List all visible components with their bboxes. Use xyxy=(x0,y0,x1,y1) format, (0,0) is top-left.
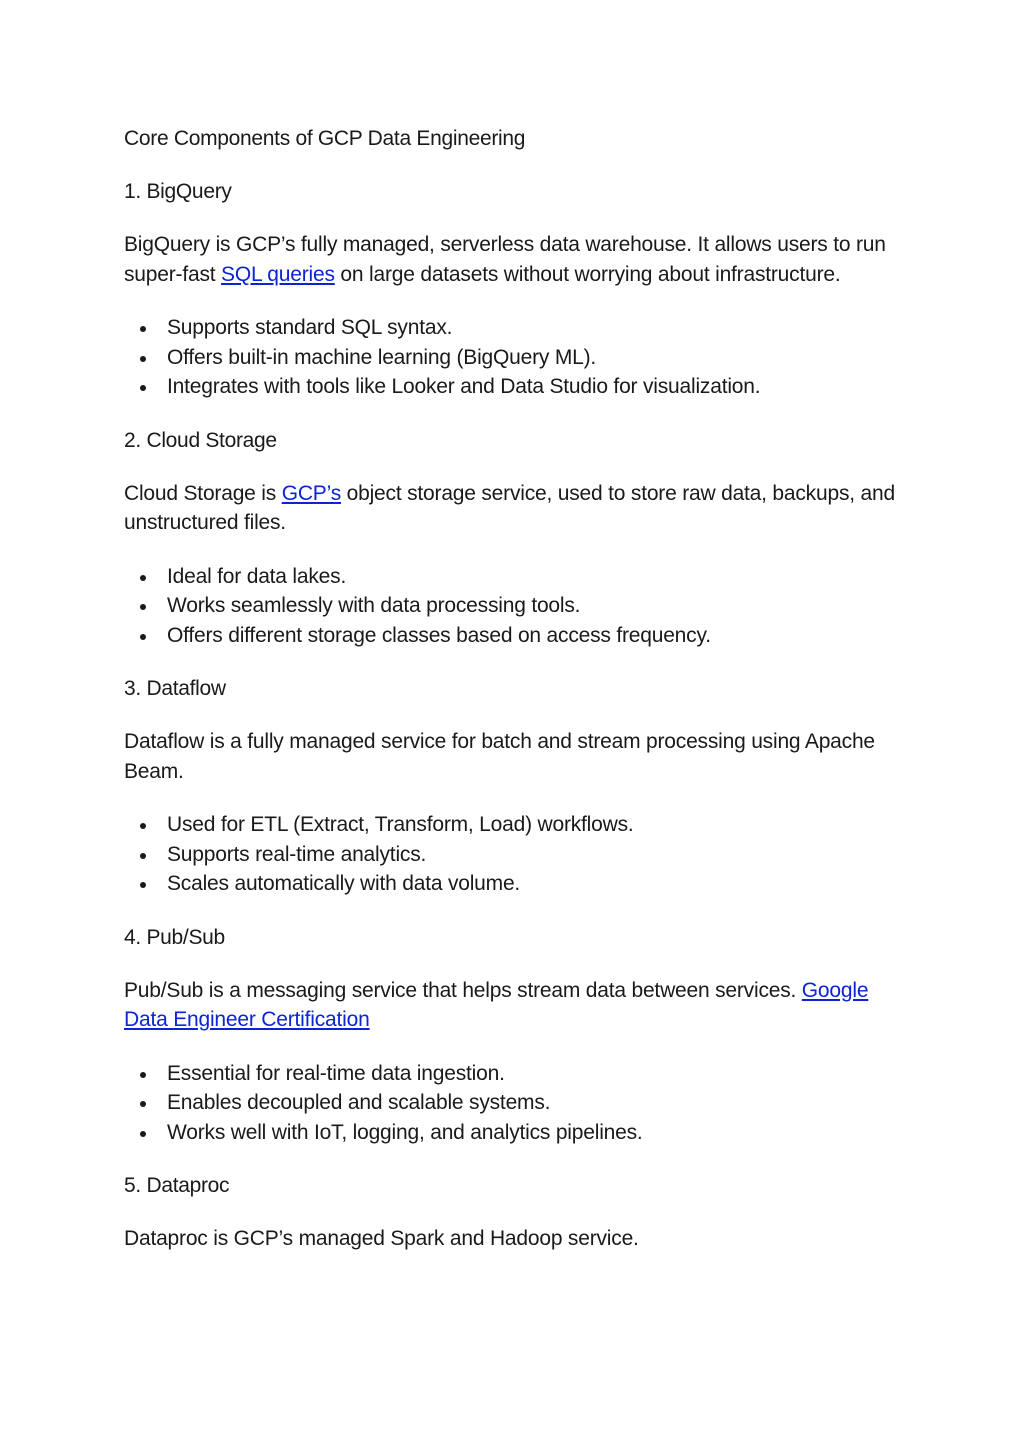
section-paragraph xyxy=(124,976,914,1035)
paragraph-text: object storage service, used to store raw data, backups, and unstructured files. xyxy=(124,481,895,534)
bullet-list xyxy=(124,810,914,899)
google-data-engineer-certification-link[interactable]: Google Data Engineer Certification xyxy=(124,978,869,1031)
section-cloud-storage xyxy=(124,426,914,651)
section-dataproc xyxy=(124,1171,914,1254)
section-heading: 2. Cloud Storage xyxy=(124,428,277,452)
bullet-icon xyxy=(140,634,146,640)
bullet-icon xyxy=(140,356,146,362)
section-pubsub xyxy=(124,923,914,1148)
list-item xyxy=(124,313,914,343)
section-paragraph xyxy=(124,230,914,289)
list-item-text: Supports standard SQL syntax. xyxy=(167,316,453,339)
list-item xyxy=(124,810,914,840)
paragraph-text: on large datasets without worrying about infrastructure. xyxy=(334,262,841,286)
document-page xyxy=(124,124,914,1278)
list-item-text: Enables decoupled and scalable systems. xyxy=(167,1091,551,1114)
document-title: Core Components of GCP Data Engineering xyxy=(124,127,526,150)
section-heading: 5. Dataproc xyxy=(124,1174,230,1197)
bullet-list xyxy=(124,1059,914,1148)
section-paragraph: Dataproc is GCP’s managed Spark and Hadoop service. xyxy=(124,1227,639,1250)
paragraph-text: BigQuery is GCP’s fully managed, serverless data warehouse. It allows users to run super-fast xyxy=(124,233,886,286)
list-item xyxy=(124,840,914,870)
paragraph-text: Pub/Sub is a messaging service that helps stream data between services. xyxy=(124,978,802,1002)
list-item-text: Scales automatically with data volume. xyxy=(167,872,521,895)
list-item xyxy=(124,372,914,402)
bullet-icon xyxy=(140,882,146,888)
section-heading: 1. BigQuery xyxy=(124,180,232,203)
bullet-icon xyxy=(140,575,146,581)
list-item xyxy=(124,562,914,592)
list-item-text: Offers different storage classes based on access frequency. xyxy=(167,623,711,647)
gcps-link[interactable]: GCP’s xyxy=(281,481,341,505)
section-heading: 3. Dataflow xyxy=(124,677,226,700)
list-item-text: Ideal for data lakes. xyxy=(167,564,347,588)
bullet-list xyxy=(124,562,914,651)
section-bigquery xyxy=(124,177,914,402)
section-heading: 4. Pub/Sub xyxy=(124,925,225,949)
bullet-icon xyxy=(140,604,146,610)
bullet-icon xyxy=(140,1101,146,1107)
bullet-icon xyxy=(140,1131,146,1137)
section-paragraph xyxy=(124,479,914,538)
sql-queries-link[interactable]: SQL queries xyxy=(221,262,335,286)
bullet-icon xyxy=(140,326,146,332)
list-item-text: Integrates with tools like Looker and Data Studio for visualization. xyxy=(167,375,761,398)
list-item xyxy=(124,591,914,621)
bullet-icon xyxy=(140,823,146,829)
section-paragraph: Dataflow is a fully managed service for batch and stream processing using Apache Beam. xyxy=(124,730,875,783)
list-item-text: Essential for real-time data ingestion. xyxy=(167,1061,505,1085)
list-item xyxy=(124,869,914,899)
bullet-icon xyxy=(140,853,146,859)
bullet-list xyxy=(124,313,914,402)
list-item xyxy=(124,621,914,651)
list-item xyxy=(124,343,914,373)
bullet-icon xyxy=(140,385,146,391)
list-item xyxy=(124,1059,914,1089)
section-dataflow xyxy=(124,674,914,899)
list-item-text: Used for ETL (Extract, Transform, Load) workflows. xyxy=(167,813,634,836)
list-item-text: Offers built-in machine learning (BigQuery ML). xyxy=(167,345,597,369)
list-item-text: Works well with IoT, logging, and analytics pipelines. xyxy=(167,1120,643,1144)
list-item xyxy=(124,1118,914,1148)
bullet-icon xyxy=(140,1072,146,1078)
paragraph-text: Cloud Storage is xyxy=(124,481,282,505)
list-item-text: Works seamlessly with data processing tools. xyxy=(167,594,581,617)
list-item xyxy=(124,1088,914,1118)
list-item-text: Supports real-time analytics. xyxy=(167,842,427,866)
